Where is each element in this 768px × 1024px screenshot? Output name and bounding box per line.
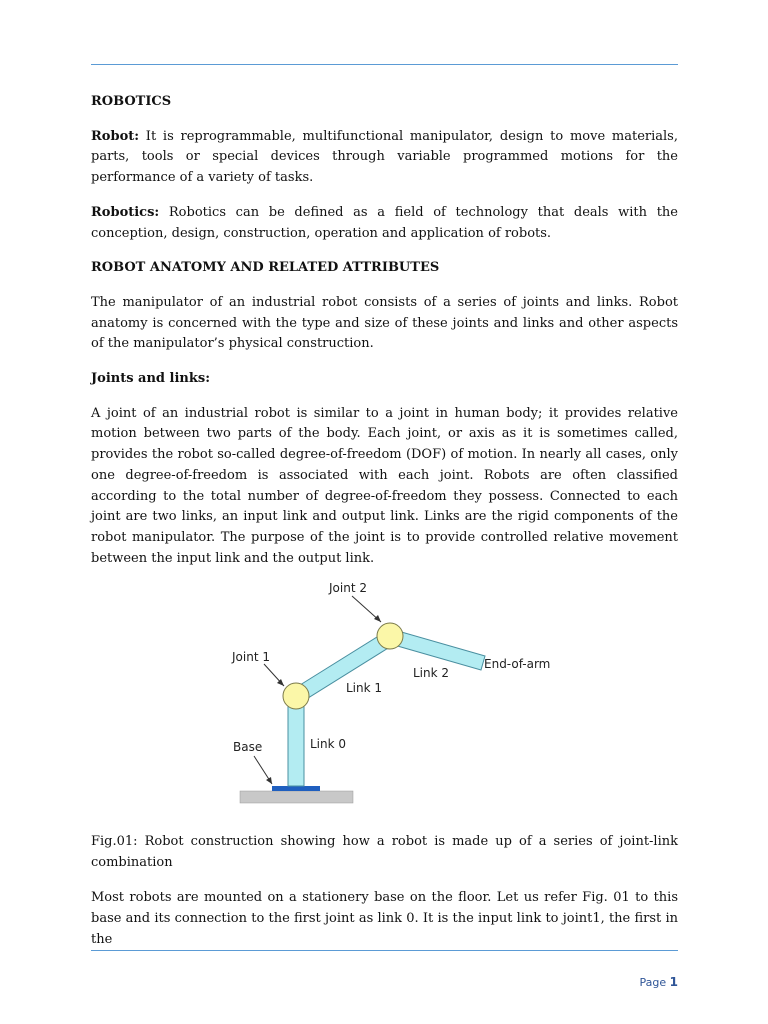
figure-caption: Fig.01: Robot construction showing how a robot is made up of a series of joint-link combination xyxy=(91,834,678,870)
section-heading: ROBOT ANATOMY AND RELATED ATTRIBUTES xyxy=(91,260,440,276)
joints-paragraph: A joint of an industrial robot is similar to a joint in human body; it provides relative motion between two parts of the body. Each joint, or axis as it is sometimes called, provides the robot so-called degree-of-freedom (DOF) of motion. In nearly all cases, only one degree-of-freedom is associated with each joint. Robots are often classified according to the total number of degree-of-freedom they possess. Connected to each joint are two links, an input link and output link. Links are the rigid components of the robot manipulator. The purpose of the joint is to provide controlled relative movement between the input link and the output link. xyxy=(91,405,678,566)
label-link-0: Link 0 xyxy=(310,737,347,751)
label-joint-1: Joint 1 xyxy=(232,650,270,664)
label-joint-2: Joint 2 xyxy=(329,581,367,595)
robot-definition xyxy=(91,127,678,189)
label-end-of-arm: End-of-arm xyxy=(484,657,551,671)
joint-2-circle xyxy=(377,623,403,649)
label-link-1: Link 1 xyxy=(346,681,383,695)
page-number-value: 1 xyxy=(669,975,678,989)
anatomy-paragraph: The manipulator of an industrial robot consists of a series of joints and links. Robot anatomy is concerned with the type and size of these joints and links and other aspects of the manipulator’s physical construction. xyxy=(91,294,678,352)
header-rule xyxy=(91,64,678,65)
robotics-term: Robotics: xyxy=(91,204,160,220)
robot-figure xyxy=(228,574,568,810)
robot-diagram xyxy=(228,574,568,810)
robotics-definition-text: Robotics can be defined as a field of technology that deals with the conception, design, construction, operation and application of robots. xyxy=(91,204,678,241)
continuation-paragraph: Most robots are mounted on a stationery base on the floor. Let us refer Fig. 01 to this base and its connection to the first joint as link 0. It is the input link to joint1, the first in the xyxy=(91,890,678,947)
page-title: ROBOTICS xyxy=(91,94,172,109)
robotics-definition xyxy=(91,203,678,244)
document-body xyxy=(91,92,678,569)
base-arrowhead xyxy=(266,777,272,784)
robot-term: Robot: xyxy=(91,128,140,144)
footer-rule xyxy=(91,950,678,951)
floor xyxy=(240,791,353,803)
label-base: Base xyxy=(233,740,263,754)
robot-definition-text: It is reprogrammable, multifunctional manipulator, design to move materials, parts, tools or special devices through variable programmed motions for the performance of a variety of tasks. xyxy=(91,128,678,186)
joint-1-circle xyxy=(283,683,309,709)
page-number xyxy=(640,975,679,989)
joints-links-heading: Joints and links: xyxy=(91,371,211,387)
base-plate xyxy=(272,786,320,791)
page-label: Page xyxy=(639,976,667,989)
label-link-2: Link 2 xyxy=(413,666,450,680)
